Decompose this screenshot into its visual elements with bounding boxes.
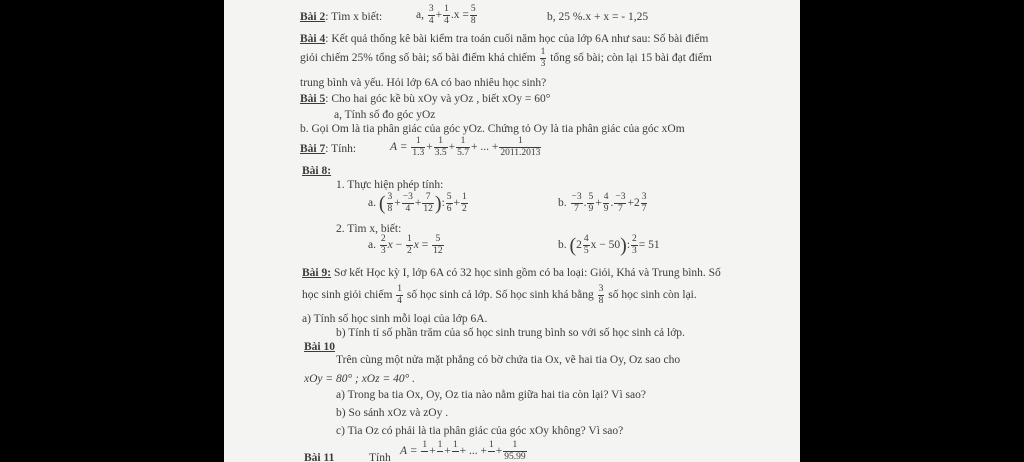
bai-4-text-1: : Kết quả thống kê bài kiểm tra toán cuối năm học của lớp 6A như sau: Số bài điểm [325,33,709,45]
bai-8-1a-prefix: a. [368,197,376,210]
fraction: $\frac{3}{7}$ [641,192,647,214]
fraction: $\frac{1}{2}$ [462,192,467,214]
bai-4-line-1 [300,32,708,46]
bai-2-label: Bài 2 [300,11,326,23]
fraction: $\frac{5}{8}$ [470,4,476,26]
bai-8-2a-prefix: a. [368,239,376,252]
bai-4-text-2b: tổng số bài; còn lại 15 bài đạt điểm [550,52,712,65]
bai-8-2b-end: = 51 [638,239,660,252]
bai-2a-prefix: a, [416,9,424,22]
fraction: $\frac{1}{3}$ [540,47,546,69]
fraction: $\frac{3}{8}$ [387,192,393,214]
bai-9-label: Bài 9: [302,267,332,279]
bai-2-text: : Tìm x biết: [325,11,383,23]
bai-8-1a: a. ( $\frac{3}{8}$ + $\frac{-3}{4}$ + $\frac{7}{12}$ ): $\frac{5}{6}$ + $\frac{1}{2}$ [368,192,467,215]
bai-10c: c) Tia Oz có phải là tia phân giác của góc xOy không? Vì sao? [336,425,624,437]
bai-4-line-2 [300,47,712,70]
bai-9-line-1 [302,266,721,280]
bai-4-line-3: trung bình và yếu. Hỏi lớp 6A có bao nhiêu học sinh? [300,77,547,89]
fraction: $\frac{5}{6}$ [446,192,452,214]
bai-2a-equation [416,4,478,27]
bai-9-text-1: Sơ kết Học kỳ I, lớp 6A có 32 học sinh gồm có ba loại: Giỏi, Khá và Trung bình. Số [331,267,721,279]
bai-8-part-1: 1. Thực hiện phép tính: [336,179,444,191]
bai-9-line-2 [302,284,697,307]
bai-10b: b) So sánh xOz và zOy . [336,407,449,419]
bai-8-label: Bài 8: [302,165,332,177]
bai-10-line-1: Trên cùng một nửa mặt phẳng có bờ chứa tia Ox, vẽ hai tia Oy, Oz sao cho [336,354,681,366]
fraction: $\frac{-3}{4}$ [402,192,413,214]
bai-10a: a) Trong ba tia Ox, Oy, Oz tia nào nằm giữa hai tia còn lại? Vì sao? [336,389,646,401]
fraction: $\frac{5}{9}$ [588,192,594,214]
fraction: $\frac{1}{95.99}$ [504,440,526,462]
fraction: $\frac{-3}{7}$ [571,192,582,214]
fraction: $\frac{1}{3.5}$ [434,136,447,158]
worksheet-page [224,0,800,462]
bai-9-text-2b: số học sinh cả lớp. Số học sinh khá bằng [406,289,594,302]
bai-9-text-2c: số học sinh còn lại. [608,289,697,302]
bai-5a: a, Tính số đo góc yOz [334,109,436,121]
bai-5b: b. Gọi Om là tia phân giác của góc yOz. Chứng tỏ Oy là tia phân giác của góc xOm [300,123,685,135]
plus-sign: + [435,9,443,22]
fraction: $\frac{1}{2011.2013}$ [500,136,541,158]
fraction: $\frac{1}{1.3}$ [412,136,425,158]
bai-4-label: Bài 4 [300,33,326,45]
bai-2b-equation: b, 25 %.x + x = - 1,25 [547,11,649,23]
bai-7-a: A = [390,141,408,154]
bai-8-1b: b. $\frac{-3}{7}$ . $\frac{5}{9}$ + $\frac{4}{9}$ . $\frac{-3}{7}$ +2 $\frac{3}{7}$ [558,192,647,214]
bai-7-text: : Tính: [325,143,357,155]
bai-2a-mid: .x = [450,9,469,22]
fraction: $\frac{2}{3}$ [380,234,386,256]
fraction: 1 [437,440,443,450]
bai-7 [300,142,356,156]
fraction: $\frac{7}{12}$ [423,192,433,214]
mixed-integer: 2 [633,197,640,210]
ellipsis: + ... + [459,445,487,458]
bai-11-a: A = [400,445,418,458]
fraction: $\frac{2}{3}$ [632,234,637,256]
bai-10-line-2: xOy = 80° ; xOz = 40° . [304,373,415,385]
bai-8-2a: a. $\frac{2}{3}$ x − $\frac{1}{2}$ x = $\frac{5}{12}$ [368,234,443,256]
fraction: $\frac{1}{5.7}$ [457,136,469,158]
fraction: $\frac{1}{4}$ [397,284,403,306]
bai-8-2b: b. (2 $\frac{4}{5}$ x − 50): $\frac{2}{3}$ = 51 [558,234,660,257]
fraction: $\frac{4}{5}$ [583,234,589,256]
bai-11-label: Bài 11 [304,452,335,462]
bai-5-label: Bài 5 [300,93,326,105]
bai-11-expression: A = 1 + 1 + 1 + ... + 1 + $\frac{1}{95.99}$ [400,440,526,462]
bai-8-2b-prefix: b. [558,239,567,252]
bai-7-expression: A = $\frac{1}{1.3}$ + $\frac{1}{3.5}$ + $\frac{1}{5.7}$ + ... + $\frac{1}{2011.2013}$ [390,136,541,158]
bai-9b: b) Tính tỉ số phần trăm của số học sinh trung bình so với số học sinh cả lớp. [336,327,685,339]
bai-2 [300,10,382,24]
mixed-integer: 2 [576,239,582,252]
bai-9a: a) Tính số học sinh mỗi loại của lớp 6A. [302,313,488,325]
fraction: $\frac{1}{4}$ [444,4,449,26]
fraction: $\frac{4}{9}$ [603,192,609,214]
fraction: $\frac{-3}{7}$ [615,192,626,214]
fraction: $\frac{3}{4}$ [428,4,434,26]
fraction: $\frac{1}{2}$ [406,234,412,256]
fraction: $\frac{5}{12}$ [433,234,443,256]
bai-10-label: Bài 10 [304,341,335,353]
bai-5-text: : Cho hai góc kề bù xOy và yOz , biết xOy = 60° [325,93,551,105]
fraction: 1 [452,440,458,450]
bai-11-text: Tính [369,452,391,462]
bai-4-text-2a: giỏi chiếm 25% tổng số bài; số bài điểm khá chiếm [300,52,536,65]
fraction: 1 [488,440,494,450]
fraction: 1 [422,440,428,450]
bai-8-part-2: 2. Tìm x, biết: [336,223,402,235]
bai-7-label: Bài 7 [300,143,326,155]
bai-5-line-1 [300,92,550,106]
ellipsis: + ... + [470,141,499,154]
fraction: $\frac{3}{8}$ [598,284,604,306]
bai-8-1b-prefix: b. [558,197,567,210]
bai-9-text-2a: học sinh giỏi chiếm [302,289,393,302]
bai-8-2b-mid: x − 50 [590,239,621,252]
